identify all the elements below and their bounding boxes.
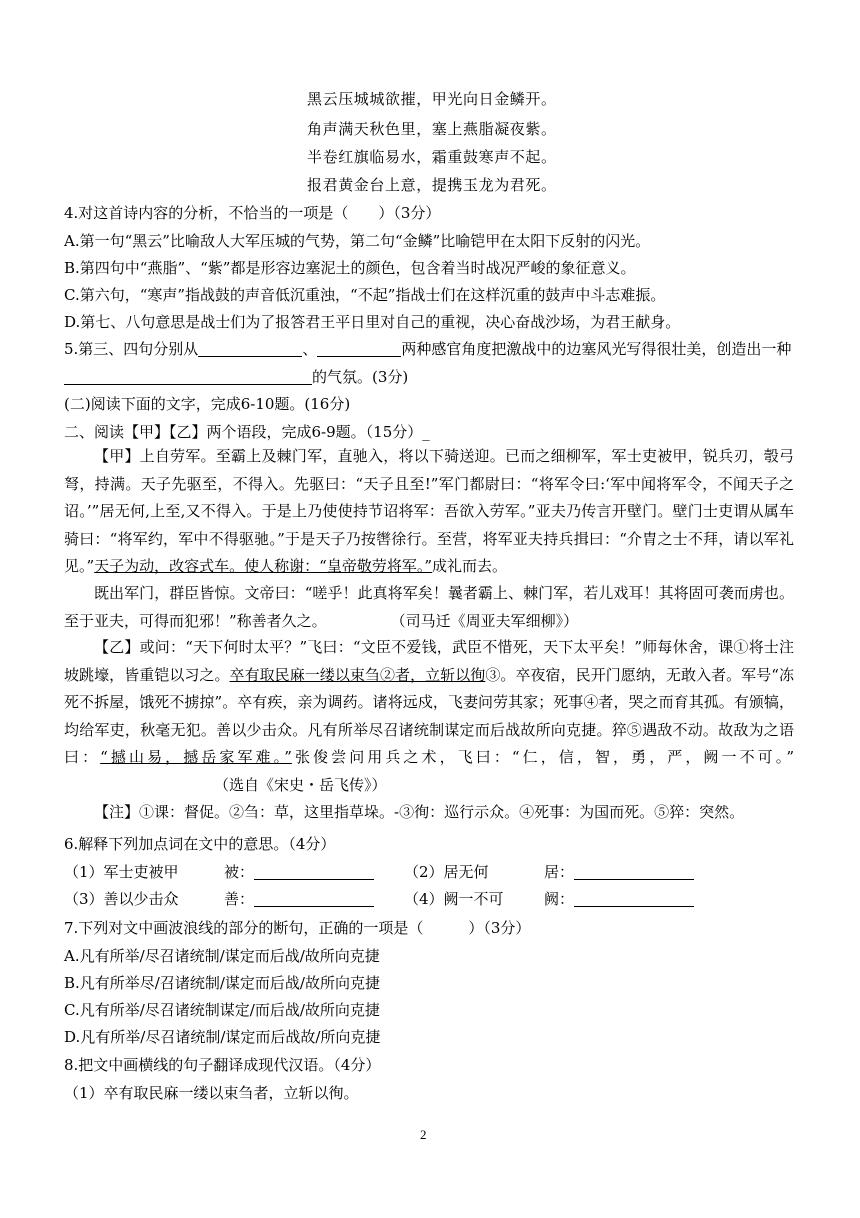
- poem-line-4: 报君黄金台上意，提携玉龙为君死。: [307, 176, 557, 194]
- jia-source: （司马迁《周亚夫军细柳》）: [390, 611, 579, 630]
- q8-sentence-1: （1）卒有取民麻一缕以束刍者，立斩以徇。: [64, 1084, 359, 1102]
- poem-line-1: 黑云压城城欲摧，甲光向日金鳞开。: [307, 90, 557, 108]
- poem-line-2: 角声满天秋色里，塞上燕脂凝夜紫。: [307, 120, 557, 138]
- poem-line-3: 半卷红旗临易水，霜重鼓寒声不起。: [307, 148, 557, 166]
- q4-option-b: B.第四句中“燕脂”、“紫”都是形容边塞泥土的颜色，包含着当时战况严峻的象征意义。: [64, 259, 636, 277]
- q6-blank-1[interactable]: [254, 863, 374, 880]
- q4-option-c: C.第六句，“寒声”指战鼓的声音低沉重浊，“不起”指战士们在这样沉重的鼓声中斗志难振。: [64, 286, 666, 304]
- q6-word-4: 阙：: [544, 888, 694, 909]
- q6-blank-4[interactable]: [574, 890, 694, 907]
- yi-underlined-sentence-2: “撼山易，撼岳家军难。”: [100, 748, 292, 766]
- q6-word-2: 居：: [544, 861, 694, 882]
- q6-word-3: 善：: [224, 888, 374, 909]
- q5-line-1: 5.第三、四句分别从 、 两种感官角度把激战中的边塞风光写得很壮美，创造出一种: [64, 340, 792, 358]
- q6-item-1: （1）军士吏被甲: [64, 863, 179, 881]
- passage-jia: 【甲】上自劳军。至霸上及棘门军，直驰入，将以下骑送迎。已而之细柳军，军士吏被甲，锐兵刃，彀弓弩，持满。天子先驱至，不得入。先驱曰：“天子且至!”军门都尉曰：“将军令曰:‘军中闻将军令，不闻天子之诏。’”居无何,上至,又不得入。于是上乃使使持节诏将军：吾欲入劳军。”亚夫乃传言开壁门。壁门士吏谓从属车骑曰：“将军约，军中不得驱驰。”于是天子乃按辔徐行。至营，将军亚夫持兵揖曰：“介胄之士不拜，请以军礼见。”天子为动，改容式车。使人称谢：“皇帝敬劳将军。”成礼而去。: [64, 447, 794, 575]
- yi-underlined-sentence-1: 卒有取民麻一缕以束刍②者，立斩以徇: [229, 665, 486, 684]
- jia-underlined-sentence: 天子为动，改容式车。使人称谢：“皇帝敬劳将军。”: [94, 557, 433, 575]
- q7-option-b: B.凡有所举尽/召诸统制/谋定而后战/故所向克捷: [64, 974, 380, 992]
- q4-option-d: D.第七、八句意思是战士们为了报答君王平日里对自己的重视，决心奋战沙场，为君王献身。: [64, 313, 681, 331]
- yi-source: （选自《宋史・岳飞传》）: [214, 775, 387, 794]
- q6-item-2: （2）居无何: [404, 863, 489, 881]
- q4-option-a: A.第一句“黑云”比喻敌人大军压城的气势，第二句“金鳞”比喻铠甲在太阳下反射的闪光。: [64, 232, 651, 250]
- q7-stem: 7.下列对文中画波浪线的部分的断句，正确的一项是（ ）（3分）: [64, 919, 531, 937]
- q7-option-c: C.凡有所举/尽召诸统制谋定/而后战/故所向克捷: [64, 1001, 380, 1019]
- q7-option-a: A.凡有所举/尽召诸统制/谋定而后战/故所向克捷: [64, 947, 380, 965]
- q6-stem: 6.解释下列加点词在文中的意思。（4分）: [64, 835, 336, 853]
- q5-blank-1[interactable]: [198, 340, 302, 357]
- q4-stem: 4.对这首诗内容的分析，不恰当的一项是（ ）（3分）: [64, 204, 441, 222]
- annotation-note: 【注】①课：督促。②刍：草，这里指草垛。-③徇：巡行示众。④死事：为国而死。⑤猝：突然。: [94, 803, 745, 821]
- q6-word-1: 被：: [224, 861, 374, 882]
- passage-jia-2: 既出军门，群臣皆惊。文帝曰：“嗟乎！此真将军矣！曩者霸上、棘门军，若儿戏耳！其将固可袭而虏也。至于亚夫，可得而犯邪！”称善者久之。 （司马迁《周亚夫军细柳》）: [64, 584, 794, 630]
- q6-item-4: （4）阙一不可: [404, 890, 504, 908]
- passage-yi: 【乙】或问：“天下何时太平？”飞曰：“文臣不爱钱，武臣不惜死，天下太平矣！”师每休舍，课①将士注坡跳壕，皆重铠以习之。卒有取民麻一缕以束刍②者，立斩以徇③。卒夜宿，民开门愿纳，无敢入者。军号“冻死不拆屋，饿死不掳掠”。卒有疾，亲为调药。诸将远戍，飞妻问劳其家；死事④者，哭之而育其孤。有颁犒，均给军吏，秋毫无犯。善以少击众。凡有所举尽召诸统制谋定而后战故所向克捷。猝⑤遇敌不动。故敌为之语曰：“撼山易，撼岳家军难。”张俊尝问用兵之术，飞曰：“仁，信，智，勇，严，阙一不可。”（选自《宋史・岳飞传》）: [64, 638, 794, 794]
- q7-option-d: D.凡有所举/尽召诸统制/谋定而后战故/所向克捷: [64, 1028, 381, 1046]
- q6-blank-2[interactable]: [574, 863, 694, 880]
- q6-item-3: （3）善以少击众: [64, 890, 179, 908]
- q8-stem: 8.把文中画横线的句子翻译成现代汉语。（4分）: [64, 1056, 381, 1074]
- page-number: 2: [420, 1127, 427, 1142]
- q5-blank-3[interactable]: [64, 368, 312, 385]
- q6-blank-3[interactable]: [254, 890, 374, 907]
- section2-subheading: 二、阅读【甲】【乙】两个语段，完成6-9题。（15分）_: [64, 423, 430, 441]
- q5-blank-2[interactable]: [317, 340, 401, 357]
- q5-line-2: 的气氛。(3分): [64, 366, 408, 387]
- section2-heading: (二)阅读下面的文字，完成6-10题。(16分): [64, 395, 351, 413]
